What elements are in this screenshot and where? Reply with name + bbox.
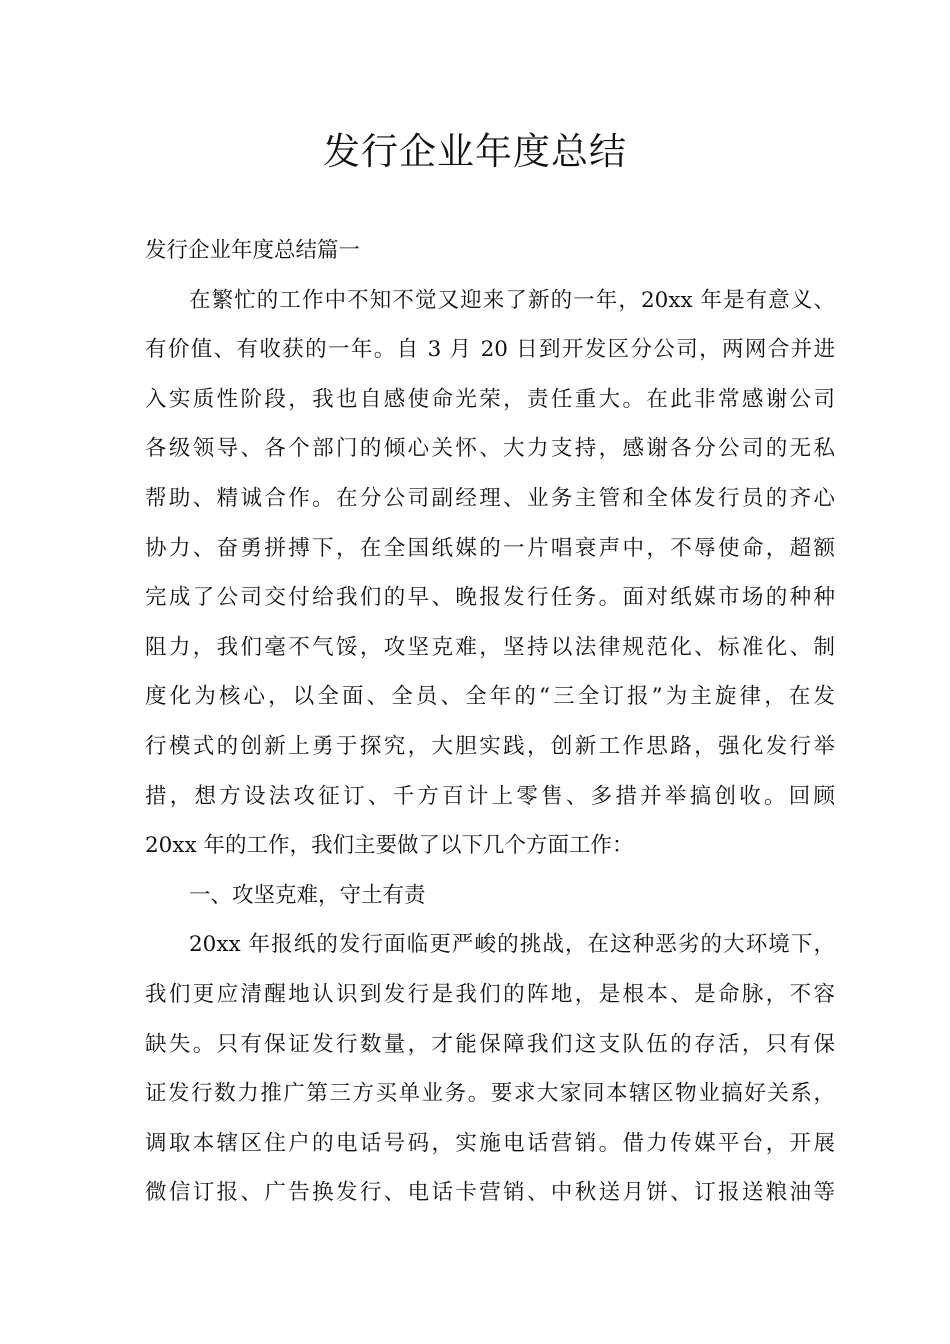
paragraph-line: 度化为核心，以全面、全员、全年的“三全订报”为主旋律，在发 — [145, 684, 835, 710]
paragraph-line: 入实质性阶段，我也自感使命光荣，责任重大。在此非常感谢公司 — [145, 386, 835, 412]
paragraph-line: 在繁忙的工作中不知不觉又迎来了新的一年，20xx 年是有意义、 — [189, 287, 835, 313]
paragraph-line: 20xx 年报纸的发行面临更严峻的挑战，在这种恶劣的大环境下， — [189, 932, 835, 958]
paragraph-line: 阻力，我们毫不气馁，攻坚克难，坚持以法律规范化、标准化、制 — [145, 634, 835, 660]
paragraph-line: 缺失。只有保证发行数量，才能保障我们这支队伍的存活，只有保 — [145, 1031, 835, 1057]
paragraph-line: 微信订报、广告换发行、电话卡营销、中秋送月饼、订报送粮油等 — [145, 1180, 835, 1206]
paragraph-line: 协力、奋勇拼搏下，在全国纸媒的一片唱衰声中，不辱使命，超额 — [145, 535, 835, 561]
paragraph-line: 我们更应清醒地认识到发行是我们的阵地，是根本、是命脉，不容 — [145, 981, 835, 1007]
paragraph-line: 各级领导、各个部门的倾心关怀、大力支持，感谢各分公司的无私 — [145, 436, 835, 462]
paragraph-line: 帮助、精诚合作。在分公司副经理、业务主管和全体发行员的齐心 — [145, 485, 835, 511]
paragraph-line: 证发行数力推广第三方买单业务。要求大家同本辖区物业搞好关系， — [145, 1081, 835, 1107]
paragraph-line: 措，想方设法攻征订、千方百计上零售、多措并举搞创收。回顾 — [145, 783, 835, 809]
paragraph-line: 调取本辖区住户的电话号码，实施电话营销。借力传媒平台，开展 — [145, 1130, 835, 1156]
document-title: 发行企业年度总结 — [323, 130, 627, 173]
paragraph-line: 20xx 年的工作，我们主要做了以下几个方面工作： — [145, 833, 634, 859]
section-heading: 发行企业年度总结篇一 — [145, 238, 361, 263]
paragraph-line: 有价值、有收获的一年。自 3 月 20 日到开发区分公司，两网合并进 — [145, 337, 835, 363]
paragraph-line: 行模式的创新上勇于探究，大胆实践，创新工作思路，强化发行举 — [145, 733, 835, 759]
document-body — [145, 226, 835, 1218]
section-heading: 一、攻坚克难，守土有责 — [189, 882, 426, 908]
paragraph-line: 完成了公司交付给我们的早、晚报发行任务。面对纸媒市场的种种 — [145, 585, 835, 611]
